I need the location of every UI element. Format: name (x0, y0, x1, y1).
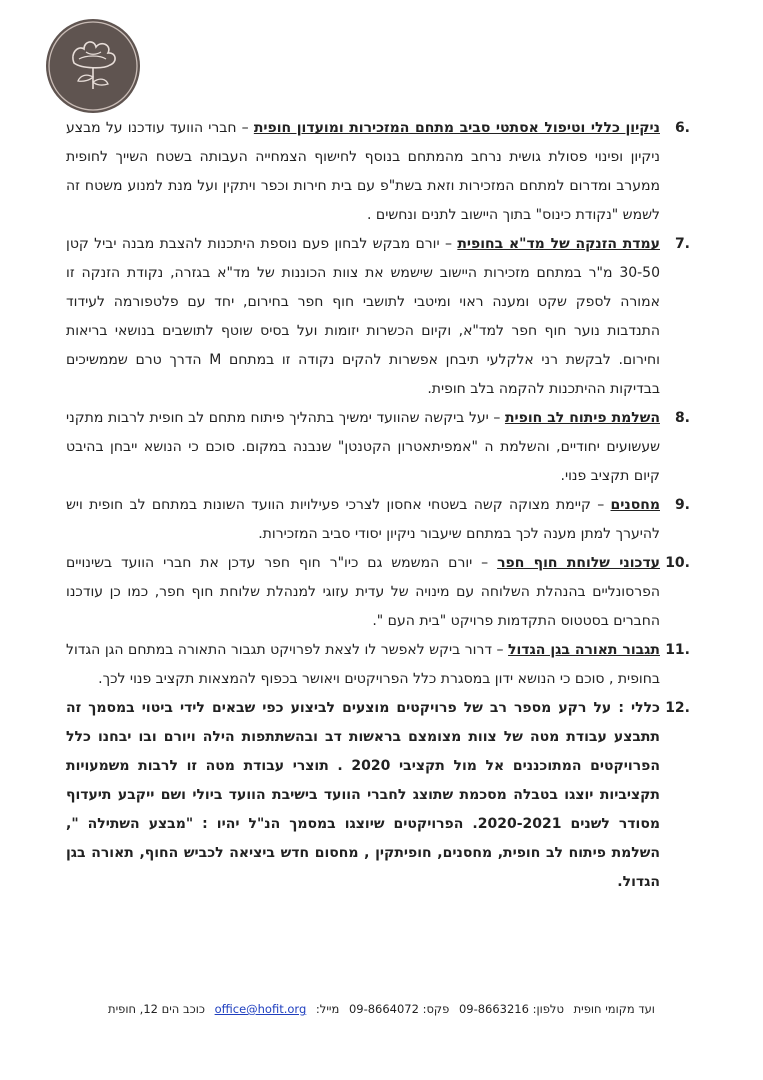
item-number: 11. (665, 642, 690, 658)
page-footer (0, 1002, 763, 1016)
item-body (66, 636, 660, 694)
item-text: – קיימת מצוקה קשה בשטחי אחסון לצרכי פעילויות הוועד השונות במתחם לב חופית ויש להיערך למתן מענה לכך במתחם שיעבור ניקיון יסודי סביב המזכירות. (66, 497, 660, 542)
item-number: 9. (674, 497, 690, 513)
flower-icon (46, 19, 140, 113)
item-heading: עדכוני שלוחת חוף חפר (497, 555, 661, 571)
list-item-9 (66, 491, 690, 549)
item-body (66, 491, 660, 549)
list-item-8 (66, 404, 690, 491)
item-number: 6. (674, 120, 690, 136)
item-text: – יעל ביקשה שהוועד ימשיך בתהליך פיתוח מתחם לב חופית לרבות מתקני שעשועים יחודיים, והשלמת ה "אמפיתאטרון הקטנטן" שנבנה במקום. סוכם כי הנושא ייבחן בהיבט קיום תקציב פנוי. (66, 410, 660, 484)
item-heading: ניקיון כללי וטיפול אסתטי סביב מתחם המזכירות ומועדון חופית (253, 120, 660, 136)
item-body (66, 230, 660, 404)
list-item-7 (66, 230, 690, 404)
item-text: כללי : על רקע מספר רב של פרויקטים מוצעים לביצוע כפי שבאים לידי ביטוי במסמך זה תתבצע עבודת מטה של צוות מצומצם בראשות דב ובהשתתפות הילה ויורם ובו יבחנו כלל הפרויקטים המתוכננים אל מול תקציבי 2020 . תוצרי עבודת מטה זו לרבות משמעויות תקציביות יוצגו בטבלה מסכמת שתוצג לחברי הוועד בישיבת הוועד ביולי ושם ייקבע תיעדוף מסודר לשנים 2020-2021. הפרויקטים שיוצגו במסמך הנ"ל יהיו : "מבצע השתילה ", השלמת פיתוח לב חופית, מחסנים, חופיתקין , מחסום חדש ביציאה לכביש החוף, תאורה בגן הגדול. (66, 700, 660, 890)
item-heading: השלמת פיתוח לב חופית (504, 410, 660, 426)
item-heading: תגבור תאורה בגן הגדול (508, 642, 660, 658)
item-text: – דרור ביקש לאפשר לו לצאת לפרויקט תגבור התאורה במתחם הגן הגדול בחופית , סוכם כי הנושא ידון במסגרת כלל הפרויקטים ויאושר בכפוף להמצאות תקציב פנוי לכך. (66, 642, 660, 687)
footer-email-link[interactable]: office@hofit.org (214, 1002, 307, 1016)
hofit-logo (46, 19, 140, 113)
footer-phone: טלפון: 09-8663216 (458, 1002, 564, 1016)
footer-org: ועד מקומי חופית (573, 1002, 655, 1016)
item-text: – חברי הוועד עודכנו על מבצע ניקיון ופינוי פסולת גושית נרחב מהמתחם בנוסף לחישוף הצמחייה העבותה בשטח השייך לחופית ממערב ומדרום למתחם המזכירות וזאת בשת"פ עם בית חירות וכפר ויתקין ועל מנת למנוע משטח זה לשמש "נקודת כינוס" בתוך היישוב לתנים ונחשים . (66, 120, 660, 223)
list-item-11 (66, 636, 690, 694)
list-item-6 (66, 114, 690, 230)
item-text: – יורם המשמש גם כיו"ר חוף חפר עדכן את חברי הוועד בשינויים הפרסונליים בהנהלת השלוחה עם מינויה של עדית עזוגי למנהלת שלוחת חוף חפר, כמו כן עודכנו החברים בסטטוס התקדמות פרויקט "בית העם ". (66, 555, 660, 629)
item-number: 12. (665, 700, 690, 716)
item-number: 8. (674, 410, 690, 426)
item-body (66, 694, 660, 897)
footer-mail-label: מייל: (315, 1002, 340, 1016)
list-item-10 (66, 549, 690, 636)
item-heading: עמדת הזנקה של מד"א בחופית (457, 236, 660, 252)
footer-fax: פקס: 09-8664072 (348, 1002, 450, 1016)
list-item-12 (66, 694, 690, 897)
item-body (66, 404, 660, 491)
item-number: 7. (674, 236, 690, 252)
item-body (66, 114, 660, 230)
item-body (66, 549, 660, 636)
item-text: – יורם מבקש לבחון פעם נוספת היתכנות להצבת מבנה יביל קטן 30-50 מ"ר במתחם מזכירות היישוב שישמש את צוות הכוננות של מד"א בגזרה, נקודת הזנקה זו אמורה לספק שקט ומענה ראוי ומיטבי לתושבי חוף חפר בחירום, יחד עם פלטפורמה לעידוד התנדבות נוער חוף חפר למד"א, וקיום הכשרות יזומות ועל בסיס שוטף לתושבים בנושאי בריאות וחירום. לבקשת רני אלקלעי תיבחן אפשרות להקים נקודה זו במתחם M הדרך טרם שממשיכים בבדיקות ההיתכנות להקמה בלב חופית. (66, 236, 660, 397)
footer-address: כוכב הים 12, חופית (108, 1002, 205, 1016)
minutes-list (66, 114, 690, 897)
item-heading: מחסנים (610, 497, 660, 513)
item-number: 10. (665, 555, 690, 571)
